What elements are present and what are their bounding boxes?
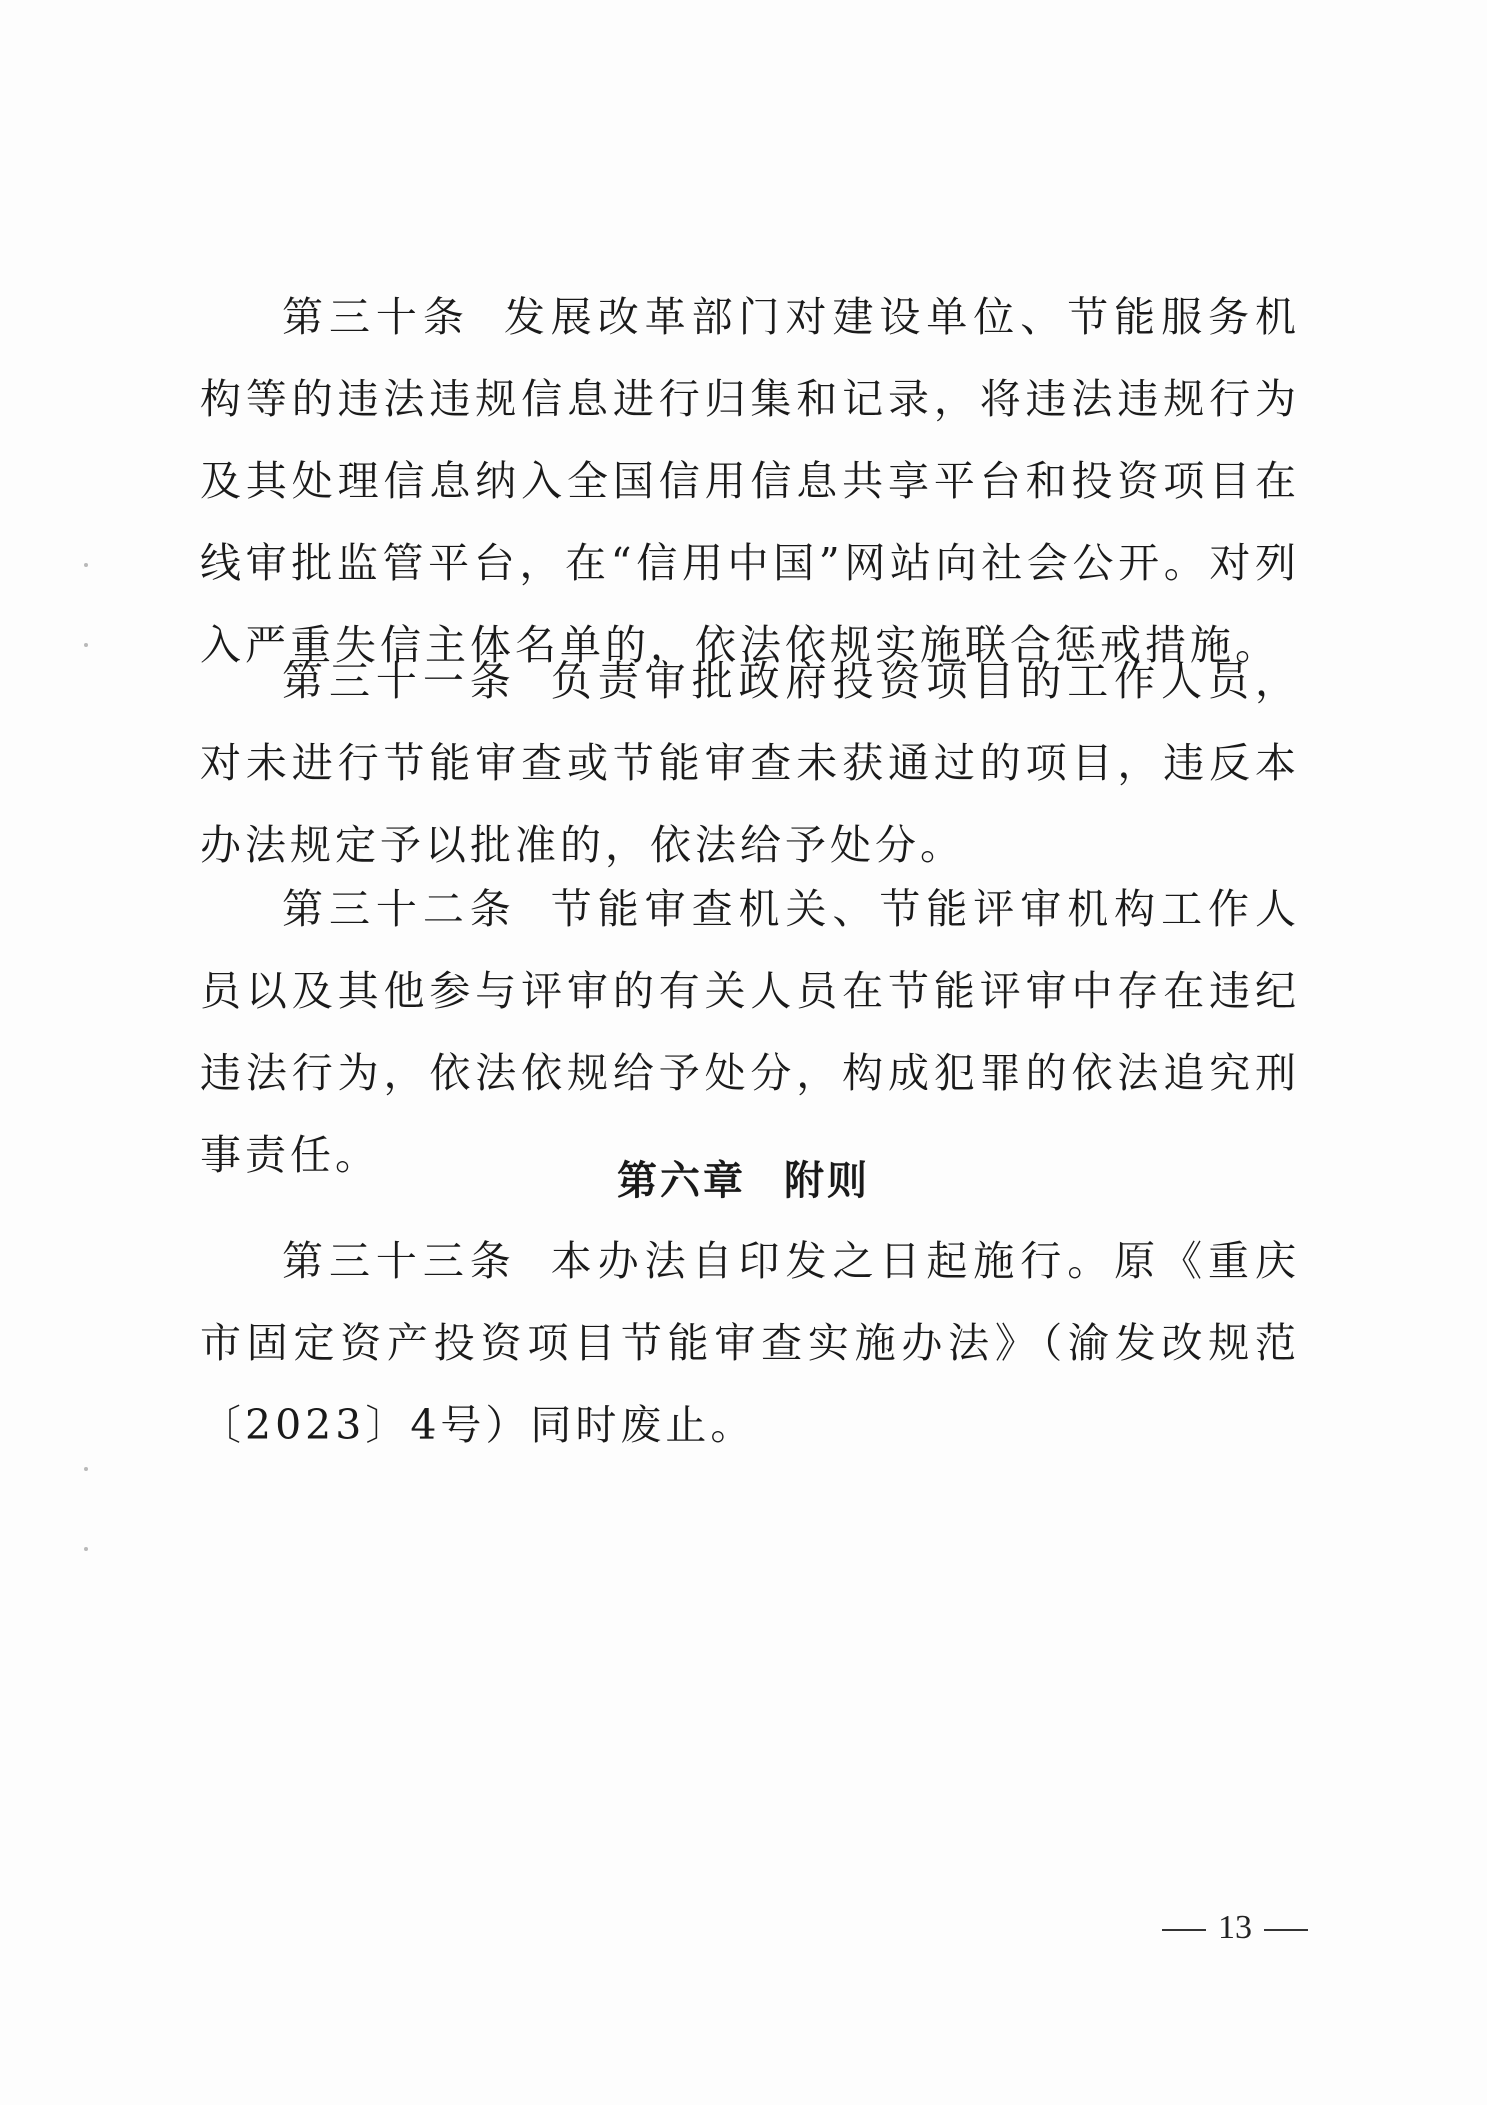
scan-speck xyxy=(84,563,88,567)
article-number: 第三十二条 xyxy=(282,885,517,933)
page-number-dash xyxy=(1264,1929,1308,1931)
article-text: 负责审批政府投资项目的工作人员，对未进行节能审查或节能审查未获通过的项目，违反本办法规定予以批准的，依法给予处分。 xyxy=(200,657,1300,869)
article-31 xyxy=(200,640,1300,886)
page-number-dash xyxy=(1162,1929,1206,1931)
article-number: 第三十条 xyxy=(282,293,470,341)
chapter-heading xyxy=(0,1140,1487,1222)
article-number: 第三十三条 xyxy=(282,1237,517,1285)
scan-speck xyxy=(84,643,88,647)
article-text: 发展改革部门对建设单位、节能服务机构等的违法违规信息进行归集和记录，将违法违规行为及其处理信息纳入全国信用信息共享平台和投资项目在线审批监管平台，在“信用中国”网站向社会公开。对列入严重失信主体名单的，依法依规实施联合惩戒措施。 xyxy=(200,293,1301,669)
scan-speck xyxy=(84,1467,88,1471)
article-text: 本办法自印发之日起施行。原《重庆市固定资产投资项目节能审查实施办法》（渝发改规范〔2023〕4号）同时废止。 xyxy=(200,1237,1300,1449)
article-33 xyxy=(200,1220,1300,1466)
article-30 xyxy=(200,276,1300,686)
page-number xyxy=(1150,1908,1320,1948)
article-number: 第三十一条 xyxy=(282,657,517,705)
article-text: 节能审查机关、节能评审机构工作人员以及其他参与评审的有关人员在节能评审中存在违纪违法行为，依法依规给予处分，构成犯罪的依法追究刑事责任。 xyxy=(200,885,1300,1179)
page-number-value: 13 xyxy=(1218,1909,1252,1946)
chapter-title: 附则 xyxy=(784,1158,870,1204)
scan-speck xyxy=(84,1547,88,1551)
chapter-number: 第六章 xyxy=(617,1158,746,1204)
